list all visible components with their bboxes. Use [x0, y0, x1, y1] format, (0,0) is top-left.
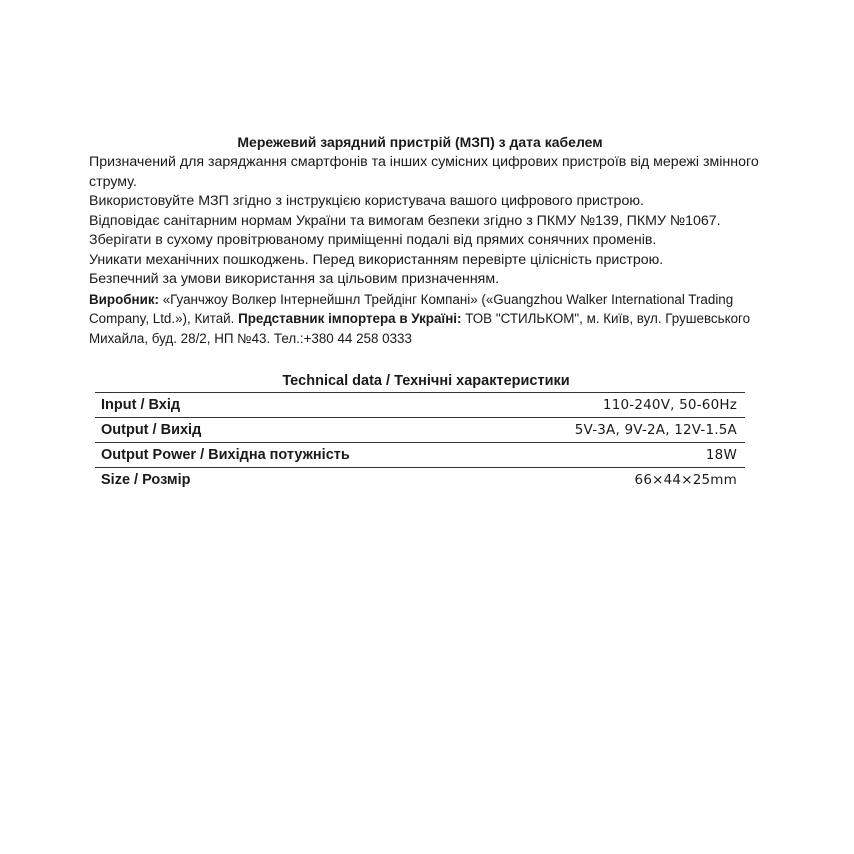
manufacturer-info: [89, 290, 767, 349]
table-row: [95, 468, 745, 493]
product-description: [89, 132, 767, 348]
spec-value: 18W: [484, 443, 745, 468]
spec-label: Output Power / Вихідна потужність: [95, 443, 484, 468]
spec-value: 5V-3A, 9V-2A, 12V-1.5A: [484, 418, 745, 443]
description-paragraph: Призначений для заряджання смартфонів та інших сумісних цифрових пристроїв від мережі змінного струму.: [89, 154, 759, 190]
compliance-paragraph: Відповідає санітарним нормам України та вимогам безпеки згідно з ПКМУ №139, ПКМУ №1067.: [89, 212, 721, 229]
care-paragraph: Уникати механічних пошкоджень. Перед використанням перевірте цілісність пристрою.: [89, 251, 664, 268]
manufacturer-label: Виробник:: [89, 291, 160, 307]
table-row: [95, 418, 745, 443]
table-row: [95, 443, 745, 468]
safety-paragraph: Безпечний за умови використання за цільовим призначенням.: [89, 271, 500, 287]
table-row: [95, 393, 745, 418]
technical-data-section: [95, 371, 745, 492]
spec-value: 110-240V, 50-60Hz: [484, 393, 745, 418]
manufacturer-text: «Гуанчжоу Волкер Інтернейшнл Трейдінг Компані» («Guangzhou Walker International Trading Company, Ltd.»), Китай.: [89, 291, 734, 326]
spec-value: 66×44×25mm: [484, 468, 745, 493]
technical-data-title: Technical data / Технічні характеристики: [282, 373, 570, 389]
spec-label: Output / Вихід: [95, 418, 484, 443]
importer-label: Представник імпортера в Україні:: [238, 311, 462, 326]
technical-data-table: [95, 392, 745, 492]
usage-paragraph: Використовуйте МЗП згідно з інструкцією користувача вашого цифрового пристрою.: [89, 193, 644, 209]
spec-label: Input / Вхід: [95, 393, 484, 418]
spec-label: Size / Розмір: [95, 468, 484, 493]
document-title: Мережевий зарядний пристрій (МЗП) з дата кабелем: [237, 134, 603, 150]
storage-paragraph: Зберігати в сухому провітрюваному приміщенні подалі від прямих сонячних променів.: [89, 232, 657, 248]
importer-text: ТОВ "СТИЛЬКОМ", м. Київ, вул. Грушевського Михайла, буд. 28/2, НП №43. Тел.:+380 44 258 0333: [89, 311, 751, 346]
